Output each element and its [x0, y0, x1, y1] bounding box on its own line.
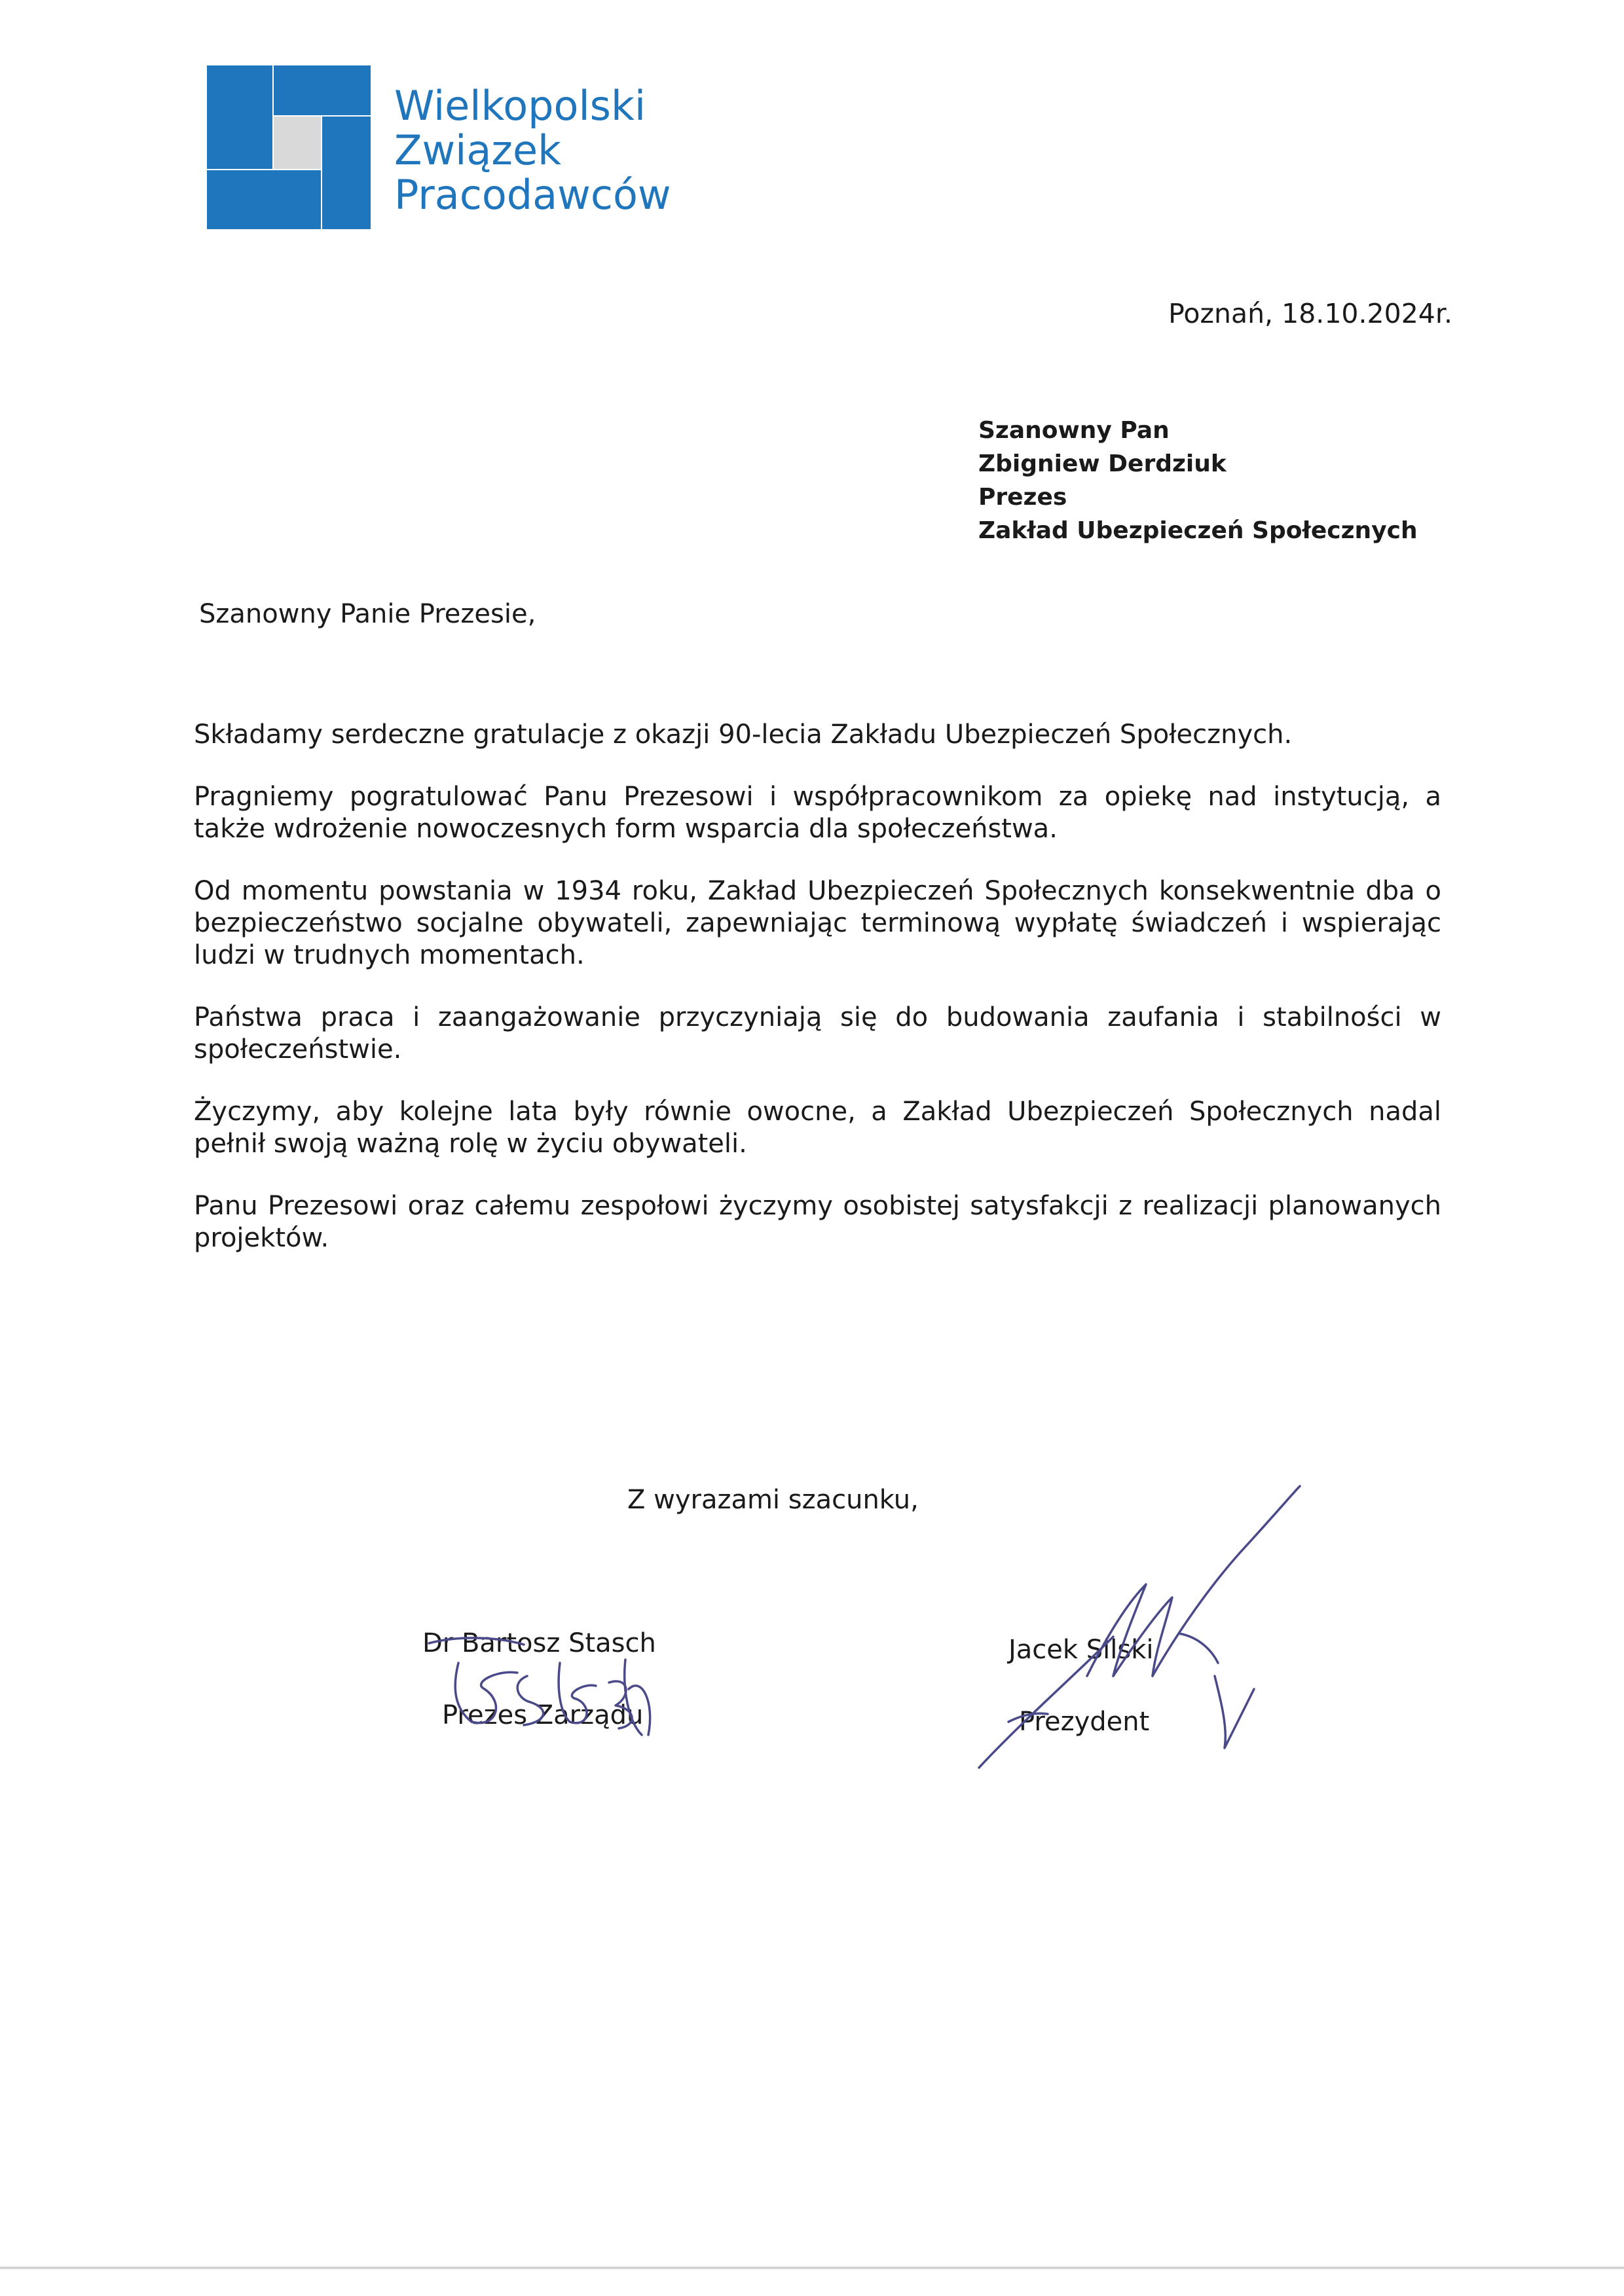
- footer-divider: [0, 2267, 1624, 2269]
- body-paragraph: Życzymy, aby kolejne lata były równie owocne, a Zakład Ubezpieczeń Społecznych nadal pełnił swoją ważną rolę w życiu obywateli.: [194, 1097, 1441, 1159]
- body-paragraph: Składamy serdeczne gratulacje z okazji 90-lecia Zakładu Ubezpieczeń Społecznych.: [194, 720, 1293, 750]
- closing-phrase: Z wyrazami szacunku,: [627, 1485, 919, 1515]
- body-paragraph: Panu Prezesowi oraz całemu zespołowi życzymy osobistej satysfakcji z realizacji planowanych projektów.: [194, 1191, 1441, 1253]
- addressee-title: Prezes: [978, 484, 1067, 511]
- letter-date: Poznań, 18.10.2024r.: [1168, 298, 1452, 329]
- signatory-role: Prezydent: [1019, 1707, 1150, 1737]
- addressee-line: Szanowny Pan: [978, 417, 1170, 444]
- body-paragraph: Państwa praca i zaangażowanie przyczyniają się do budowania zaufania i stabilności w społeczeństwie.: [194, 1002, 1441, 1065]
- addressee-name: Zbigniew Derdziuk: [978, 450, 1227, 477]
- signatory-name: Dr Bartosz Stasch: [422, 1628, 656, 1658]
- body-paragraph: Pragniemy pogratulować Panu Prezesowi i współpracownikom za opiekę nad instytucją, a także wdrożenie nowoczesnych form wsparcia dla społeczeństwa.: [194, 782, 1441, 844]
- organization-name: Wielkopolski Związek Pracodawców: [394, 82, 671, 219]
- signatory-name: Jacek Silski: [1008, 1635, 1154, 1665]
- signature-second-stroke: [1215, 1676, 1254, 1748]
- addressee-block: [978, 414, 1418, 547]
- letter-body: [194, 719, 1441, 1285]
- body-paragraph: Od momentu powstania w 1934 roku, Zakład Ubezpieczeń Społecznych konsekwentnie dba o bezpieczeństwo socjalne obywateli, zapewniając terminową wypłatę świadczeń i wspierając ludzi w trudnych momentach.: [194, 876, 1441, 970]
- signature-second-stroke: [1179, 1633, 1218, 1663]
- signature-second-stroke: [1153, 1486, 1300, 1676]
- signatory-role: Prezes Zarządu: [442, 1700, 644, 1730]
- addressee-institution: Zakład Ubezpieczeń Społecznych: [978, 517, 1418, 544]
- salutation: Szanowny Panie Prezesie,: [199, 599, 536, 629]
- organization-logo: [207, 65, 371, 229]
